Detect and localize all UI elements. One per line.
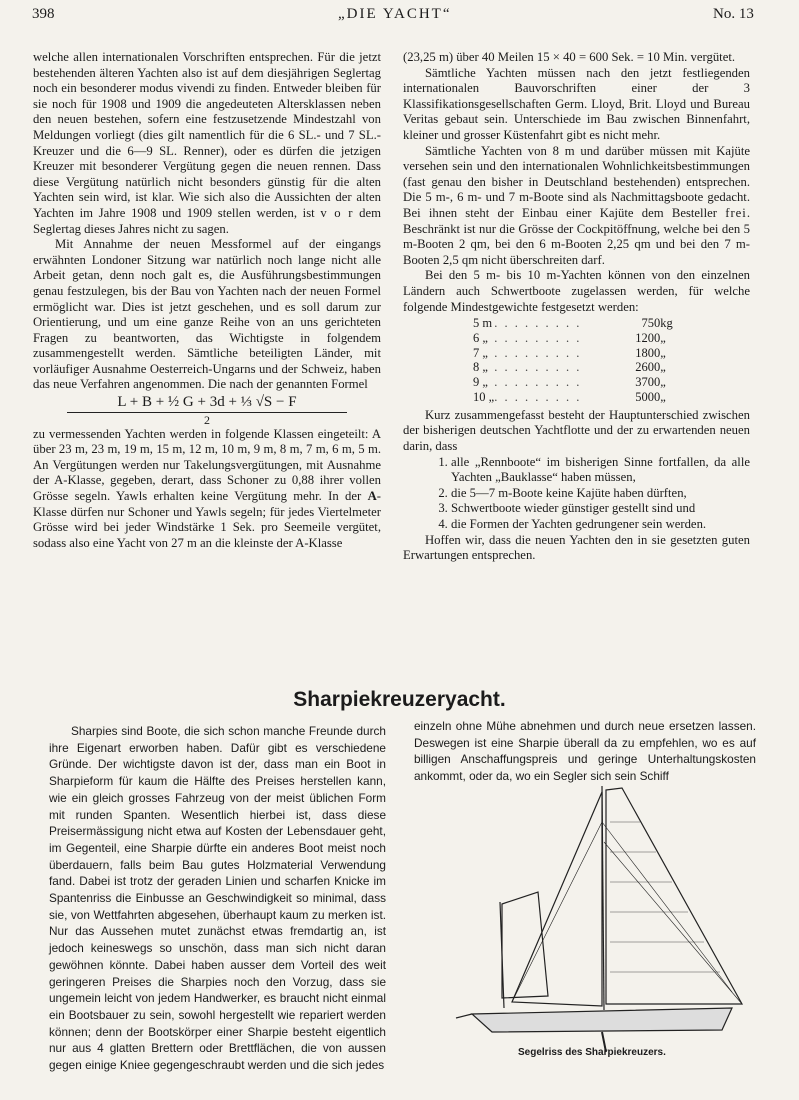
bold-class: A (367, 489, 377, 504)
weight-size: 7 „ (473, 345, 488, 360)
weight-dots: . . . . . . . . . (494, 345, 582, 360)
mizzen-sail (502, 892, 548, 998)
weight-value: 3700 (635, 375, 661, 390)
paragraph: Kurz zusammengefasst besteht der Hauptunterschied zwischen der bisherigen deutschen Yachtflotte und der zu erwartenden neuen darin, dass (403, 407, 750, 454)
weight-row (473, 331, 673, 346)
weight-size: 8 „ (473, 360, 488, 375)
paragraph: einzeln ohne Mühe abnehmen und durch neue ersetzen lassen. Deswegen ist eine Sharpie überall da zu empfehlen, wo es auf billigen Anschaffungspreis und geringe Unterhaltungskosten ankommt, oder da, wo ein Segler sich sein Schiff (414, 719, 756, 784)
weight-unit: „ (660, 375, 666, 390)
weight-value: 750 (641, 316, 661, 331)
bowsprit (456, 1014, 472, 1018)
sail-seams (610, 822, 720, 972)
measurement-formula: L + B + ½ G + 3d + ⅓ √S − F (117, 394, 297, 411)
weight-dots: . . . . . . . . . (494, 330, 582, 345)
weight-value: 1200 (635, 330, 661, 345)
list-item: 4. die Formen der Yachten gedrungener sein werden. (451, 517, 750, 533)
weight-row (473, 346, 673, 361)
weight-size: 9 „ (473, 375, 488, 390)
paragraph: Mit Annahme der neuen Messformel auf der eingangs erwähnten Londoner Sitzung war natürlich noch lange nicht alle Arbeit getan, denn noch galt es, die Ausführungsbestimmungen genau festzulegen, bis der Bau von Yachten nach der neuen Formel ermöglicht war. Dies ist jetzt geschehen, und es soll darum zur Orientierung, und um eine ganze Reihe von an uns gerichteten Fragen zu beantworten, das Wichtigste in folgendem zusammengestellt werden. Sämtliche beteiligten Länder, mit vorläufiger Ausnahme Oesterreich-Ungarns und der Schweiz, haben das neue Verfahren angenommen. Die nach der genannten Formel (33, 237, 381, 392)
weight-size: 10 „ (473, 390, 495, 405)
paragraph: Hoffen wir, dass die neuen Yachten den in sie gesetzten guten Erwartungen entsprechen. (403, 532, 750, 563)
sail-plan-figure (452, 782, 752, 1062)
issue-number: No. 13 (713, 6, 754, 22)
paragraph: Sharpies sind Boote, die sich schon manche Freunde durch ihre Eigenart erworben haben. Dafür gibt es verschiedene Gründe. Der wichtigste davon ist der, dass man ein Boot in Sharpieform für kaum die Hälfte des Preises herstellen kann, wie ein gleich grosses Fahrzeug von der meist üblichen Form mit runden Spanten. Wesentlich hierbei ist, dass diese Preisermässigung nicht etwa auf Kosten der Lebensdauer geht, im Gegenteil, eine Sharpie dürfte ein anderes Boot meist noch überdauern, falls beim Bau gutes Holzmaterial Verwendung fand. Dabei ist trotz der geraden Linien und scharfen Knicke im Spantenriss die Einbusse an Geschwindigkeit so minimal, dass sie, von Wettfahrten abgesehen, überhaupt kaum zu merken ist. Nur das Aussehen mutet zunächst etwas fremdartig an, ist jedoch keineswegs so unschön, dass man sich nicht daran gewöhnen könnte. Dabei haben ausser dem Vorteil des weit geringeren Preises die Sharpies noch den Vorzug, dass sie ungemein leicht von jedem Handwerker, es braucht nicht einmal ein Bootsbauer zu sein, sowohl hergestellt wie repariert werden können; denn der Bootskörper einer Sharpie besteht eigentlich nur aus 4 glatten Brettern oder Brettflächen, die von aussen gegen einige Kniee gegengeschraubt werden und die sich jedes (49, 724, 386, 1073)
weight-value: 2600 (635, 360, 661, 375)
weight-row (473, 375, 673, 390)
paragraph: zu vermessenden Yachten werden in folgende Klassen eingeteilt: A über 23 m, 23 m, 19 m, 15 m, 12 m, 10 m, 9 m, 8 m, 7 m, 6 m, 5 m. An Vergütungen werden nur Takelungsvergütungen, mit Ausnahme der A-Klasse, gegeben, derart, dass Schoner zu 0,88 ihrer vollen Grösse segeln. Yawls erhalten keine Vergütung mehr. In der A-Klasse dürfen nur Schoner und Yawls segeln; für jedes Viertelmeter Grösse wird bei jeder Windstärke 1 Sek. pro Seemeile vergütet, sodass also eine Yacht von 27 m an die kleinste der A-Klasse (33, 426, 381, 550)
right-column (403, 50, 750, 564)
spaced-word: v o r (320, 205, 354, 220)
weight-unit: „ (660, 345, 666, 360)
paragraph: welche allen internationalen Vorschriften entsprechen. Für die jetzt bestehenden älteren Yachten also ist auf dem diesjährigen Seglertag noch ein besonderer modus vivendi zu finden. Entweder bleiben für sie noch für 1908 und 1909 die angedeuteten Altersklassen neben den neuen bestehen, sofern eine festzusetzende Mindestzahl von Meldungen vorliegt (dies gilt namentlich für die 6 SL.- und 7 SL.-Kreuzer und die 6—9 SL. Renner), oder es dürfen die jetzigen Kreuzer mit besonderer Vergütung gegen die neuen rennen. Dass diese Vergütung natürlich nicht besonders günstig für die alten Yachten sein wird, ist klar. Wie sich also die Aussichten der alten Yachten im Jahre 1908 und 1909 stellen werden, ist v o r dem Seglertag dieses Jahres nicht zu sagen. (33, 50, 382, 236)
paragraph: Sämtliche Yachten müssen nach den jetzt festliegenden internationalen Bauvorschriften einer der 3 Klassifikationsgesellschaften Germ. Lloyd, Brit. Lloyd und Bureau Veritas gebaut sein. Unterschiede im Bau zwischen Binnenfahrt, kleiner und grosser Küstenfahrt gibt es nicht mehr. (403, 65, 750, 142)
hull (472, 1008, 732, 1032)
weight-size: 5 m (473, 316, 493, 331)
weight-dots: . . . . . . . . . (494, 375, 582, 390)
figure-caption: Segelriss des Sharpiekreuzers. (518, 1047, 666, 1058)
page-number: 398 (32, 6, 55, 22)
spaced-word: frei (725, 205, 747, 220)
left-column (33, 50, 381, 551)
paragraph: Sämtliche Yachten von 8 m und darüber müssen mit Kajüte versehen sein und den internationalen Wohnlichkeitsbestimmungen (fast genau den bisher in Deutschland bestehenden) entsprechen. Die 5 m-, 6 m- und 7 m-Boote sind als Nachmittagsboote gedacht. Bei ihnen steht der Einbau einer Kajüte dem Besteller frei. Beschränkt ist nur die Grösse der Cockpitöffnung, welche bei den 5 m-Booten 2 qm, bei den 6 m-Booten 2,25 qm und bei den 7 m-Booten 2,5 qm nicht überschreiten darf. (403, 143, 750, 267)
weight-unit: „ (660, 390, 666, 405)
weight-table (473, 316, 673, 405)
rigging-line (512, 822, 602, 1002)
list-item: 3. Schwertboote wieder günstiger gestellt sind und (451, 501, 750, 517)
weight-row (473, 360, 673, 375)
weight-unit: kg (660, 316, 673, 331)
weight-value: 1800 (635, 345, 661, 360)
list-item: 1. alle „Rennboote“ im bisherigen Sinne fortfallen, da alle Yachten „Bauklasse“ haben müssen, (451, 455, 750, 486)
paragraph: Bei den 5 m- bis 10 m-Yachten können von den einzelnen Ländern auch Schwertboote zugelassen werden, für welche folgende Mindestgewichte festgesetzt werden: (403, 268, 750, 314)
weight-size: 6 „ (473, 330, 488, 345)
gaff-line (602, 822, 732, 992)
weight-unit: „ (660, 360, 666, 375)
article-left-text (49, 723, 386, 1074)
article-title: Sharpiekreuzeryacht. (293, 688, 506, 711)
weight-row (473, 390, 673, 405)
weight-dots: . . . . . . . . . (494, 316, 582, 331)
paragraph: (23,25 m) über 40 Meilen 15 × 40 = 600 Sek. = 10 Min. vergütet. (403, 50, 736, 64)
main-sail (606, 788, 742, 1004)
weight-unit: „ (660, 330, 666, 345)
weight-row (473, 316, 673, 331)
weight-dots: . . . . . . . . . (494, 360, 582, 375)
magazine-title: „DIE YACHT“ (338, 6, 452, 22)
formula-denominator: 2 (204, 412, 210, 427)
rigging-line (604, 842, 742, 1004)
summary-list (433, 455, 750, 533)
jib-sail (512, 792, 602, 1006)
list-item: 2. die 5—7 m-Boote keine Kajüte haben dürften, (451, 486, 750, 502)
weight-value: 5000 (635, 390, 661, 405)
weight-dots: . . . . . . . . . (494, 390, 582, 405)
article-right-text (414, 718, 756, 785)
